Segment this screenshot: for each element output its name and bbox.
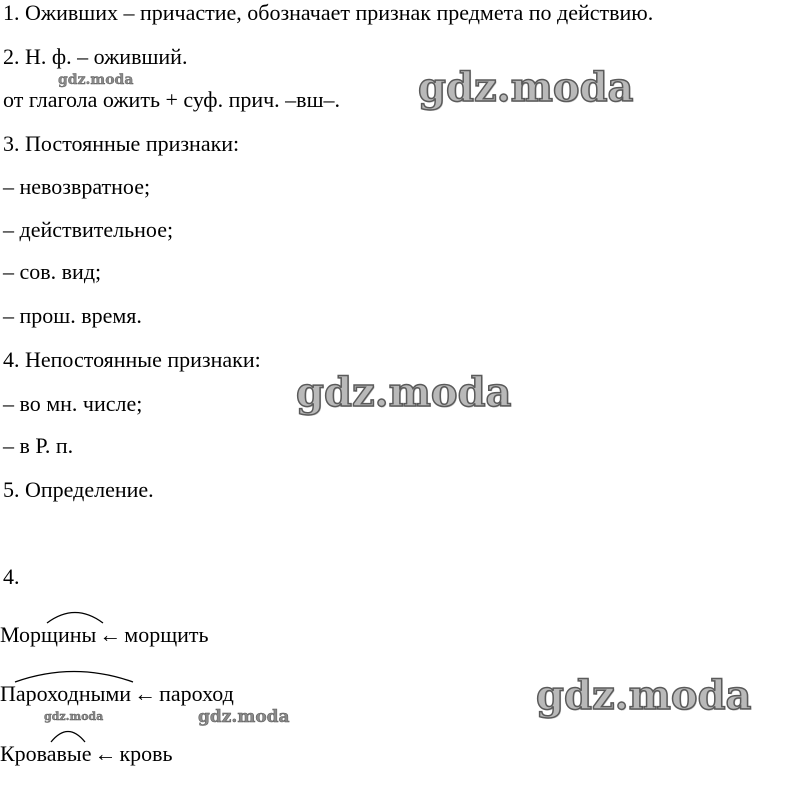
watermark: gdz.moda: [198, 707, 290, 727]
arrow-icon: ←: [99, 622, 122, 647]
line-3: от глагола ожить + суф. прич. –вш–.: [3, 87, 341, 112]
morph-word: Пароходными: [0, 681, 131, 707]
watermark: gdz.moda: [44, 710, 104, 723]
morph-root: морщить: [124, 622, 209, 647]
morph-row-3: [0, 741, 173, 767]
line-8: – прош. время.: [3, 303, 142, 328]
line-10: – во мн. числе;: [3, 391, 143, 416]
morph-root: пароход: [159, 681, 234, 706]
line-9: 4. Непостоянные признаки:: [3, 347, 261, 372]
arrow-icon: ←: [94, 741, 117, 766]
line-11: – в Р. п.: [3, 433, 74, 458]
line-6: – действительное;: [3, 217, 174, 242]
line-5: – невозвратное;: [3, 174, 151, 199]
watermark: gdz.moda: [536, 672, 752, 719]
watermark: gdz.moda: [58, 72, 134, 88]
line-4: 3. Постоянные признаки:: [3, 131, 240, 156]
arrow-icon: ←: [134, 681, 157, 706]
line-1: 1. Оживших – причастие, обозначает признак предмета по действию.: [3, 0, 654, 25]
root-mark: [14, 667, 134, 683]
line-12: 5. Определение.: [3, 477, 154, 502]
watermark: gdz.moda: [296, 369, 512, 416]
morph-row-1: [0, 622, 209, 648]
morph-word: Кровавые: [0, 741, 91, 767]
watermark: gdz.moda: [418, 64, 634, 111]
morph-row-2: [0, 681, 234, 707]
line-7: – сов. вид;: [3, 259, 102, 284]
task-number: 4.: [3, 564, 20, 589]
root-mark: [46, 608, 104, 624]
line-2: 2. Н. ф. – оживший.: [3, 44, 188, 69]
morph-root: кровь: [119, 741, 173, 766]
morph-word: Морщины: [0, 622, 96, 648]
root-mark: [50, 727, 86, 743]
